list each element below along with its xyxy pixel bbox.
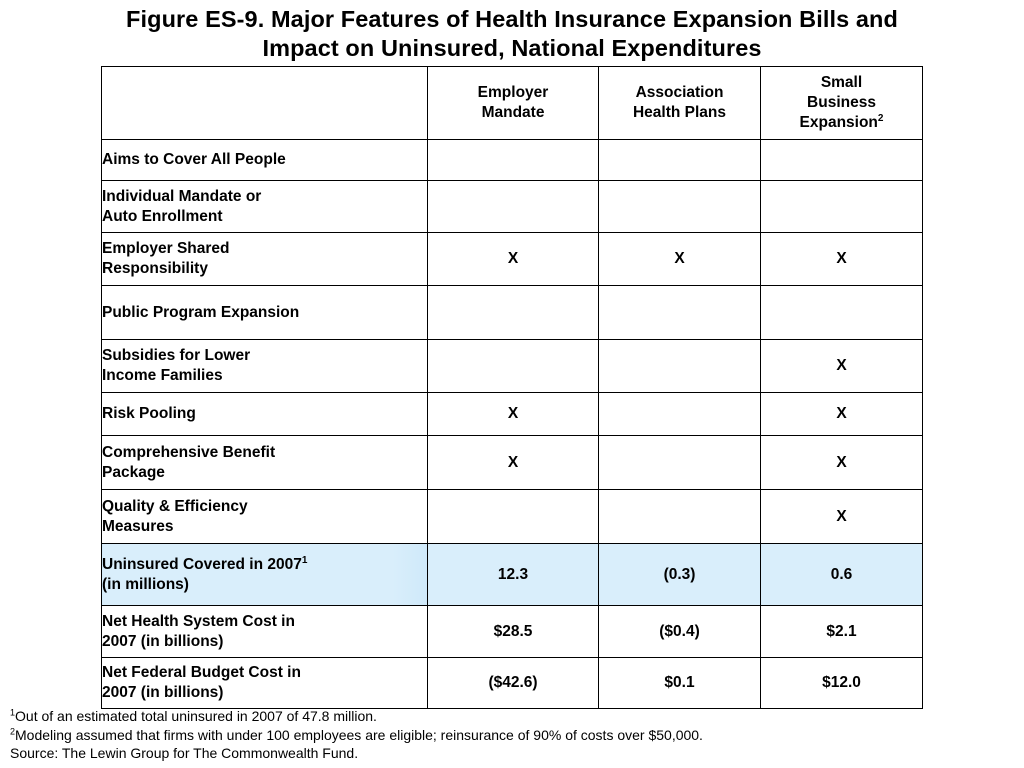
row-label-line: Public Program Expansion [102,303,300,321]
cell-small-business-expansion: X [761,233,923,286]
row-label-line: Package [102,463,165,481]
table-row [102,340,923,393]
cell-employer-mandate [428,286,599,340]
row-label-text: Uninsured Covered in 2007 [102,555,302,573]
cell-small-business-expansion: X [761,340,923,393]
cell-association-health-plans [599,340,761,393]
row-label-line: Responsibility [102,260,208,277]
table-row [102,233,923,286]
row-label-line: Net Health System Cost in [102,612,295,630]
row-label [102,393,428,436]
cell-association-health-plans [599,393,761,436]
table-row [102,393,923,436]
cell-employer-mandate: 12.3 [428,544,599,606]
row-label-line: (in millions) [102,575,189,593]
header-association-health-plans [599,67,761,140]
row-label-line [102,555,427,575]
cell-employer-mandate: X [428,233,599,286]
row-label [102,544,428,606]
table-row-net-federal-budget-cost [102,658,923,709]
cell-employer-mandate [428,140,599,181]
row-label-line: Aims to Cover All People [102,151,286,168]
cell-association-health-plans: (0.3) [599,544,761,606]
footnote-marker: 1 [10,707,16,718]
row-label-line: Employer Shared [102,240,230,257]
figure-title [0,5,1024,63]
row-label-line: Individual Mandate or [102,187,262,205]
table-row [102,286,923,340]
header-line: Small [820,74,863,91]
cell-small-business-expansion: $2.1 [761,606,923,658]
row-label [102,606,428,658]
table-row [102,436,923,490]
header-line: Mandate [481,104,545,121]
header-small-business-expansion [761,67,923,140]
cell-small-business-expansion: X [761,393,923,436]
table-row [102,490,923,544]
cell-small-business-expansion: X [761,490,923,544]
cell-employer-mandate [428,340,599,393]
row-label-line: Risk Pooling [102,405,196,422]
footnote-marker: 2 [10,725,16,736]
cell-employer-mandate [428,181,599,233]
row-label-line: Subsidies for Lower [102,347,251,364]
row-label-line: 2007 (in billions) [102,684,224,701]
row-label [102,181,428,233]
row-label-line: Comprehensive Benefit [102,443,276,461]
row-label-line: 2007 (in billions) [102,632,224,650]
cell-employer-mandate: $28.5 [428,606,599,658]
header-employer-mandate [428,67,599,140]
table-row-net-health-system-cost [102,606,923,658]
row-label-line: Income Families [102,367,223,384]
table-header-row [102,67,923,140]
table-row [102,181,923,233]
cell-association-health-plans [599,286,761,340]
row-label [102,490,428,544]
table-row-uninsured-covered [102,544,923,606]
table-row [102,140,923,181]
cell-employer-mandate: ($42.6) [428,658,599,709]
cell-employer-mandate: X [428,436,599,490]
cell-employer-mandate [428,490,599,544]
row-label [102,140,428,181]
footnote-2 [10,726,1010,745]
footnote-marker-1: 1 [301,554,308,566]
features-table [101,66,923,709]
cell-small-business-expansion [761,181,923,233]
row-label [102,233,428,286]
cell-association-health-plans [599,436,761,490]
cell-small-business-expansion: 0.6 [761,544,923,606]
row-label [102,286,428,340]
header-line: Employer [477,84,549,101]
row-label-line: Measures [102,517,174,535]
cell-association-health-plans: ($0.4) [599,606,761,658]
cell-small-business-expansion [761,286,923,340]
cell-small-business-expansion: X [761,436,923,490]
figure-title-line-2: Impact on Uninsured, National Expenditures [262,35,762,61]
footnotes [10,707,1010,763]
row-label-line: Auto Enrollment [102,207,223,225]
row-label [102,340,428,393]
header-line: Association [635,84,724,101]
cell-association-health-plans: X [599,233,761,286]
header-line: Health Plans [632,104,727,121]
cell-association-health-plans: $0.1 [599,658,761,709]
row-label-line: Net Federal Budget Cost in [102,664,301,681]
footnote-1 [10,707,1010,726]
header-text: Expansion [799,114,878,131]
header-blank-cell [102,67,428,140]
footnote-marker-2: 2 [877,112,884,124]
cell-employer-mandate: X [428,393,599,436]
row-label [102,436,428,490]
cell-association-health-plans [599,140,761,181]
cell-association-health-plans [599,490,761,544]
footnote-text: Modeling assumed that firms with under 100 employees are eligible; reinsurance of 90% of costs over $50,000. [15,726,703,743]
cell-small-business-expansion: $12.0 [761,658,923,709]
source-note: Source: The Lewin Group for The Commonwealth Fund. [10,745,359,761]
figure-title-line-1: Figure ES-9. Major Features of Health Insurance Expansion Bills and [126,6,898,32]
footnote-text: Out of an estimated total uninsured in 2007 of 47.8 million. [15,708,377,724]
cell-association-health-plans [599,181,761,233]
row-label-line: Quality & Efficiency [102,497,248,515]
row-label [102,658,428,709]
header-line: Business [807,94,876,111]
cell-small-business-expansion [761,140,923,181]
header-line [761,113,922,133]
